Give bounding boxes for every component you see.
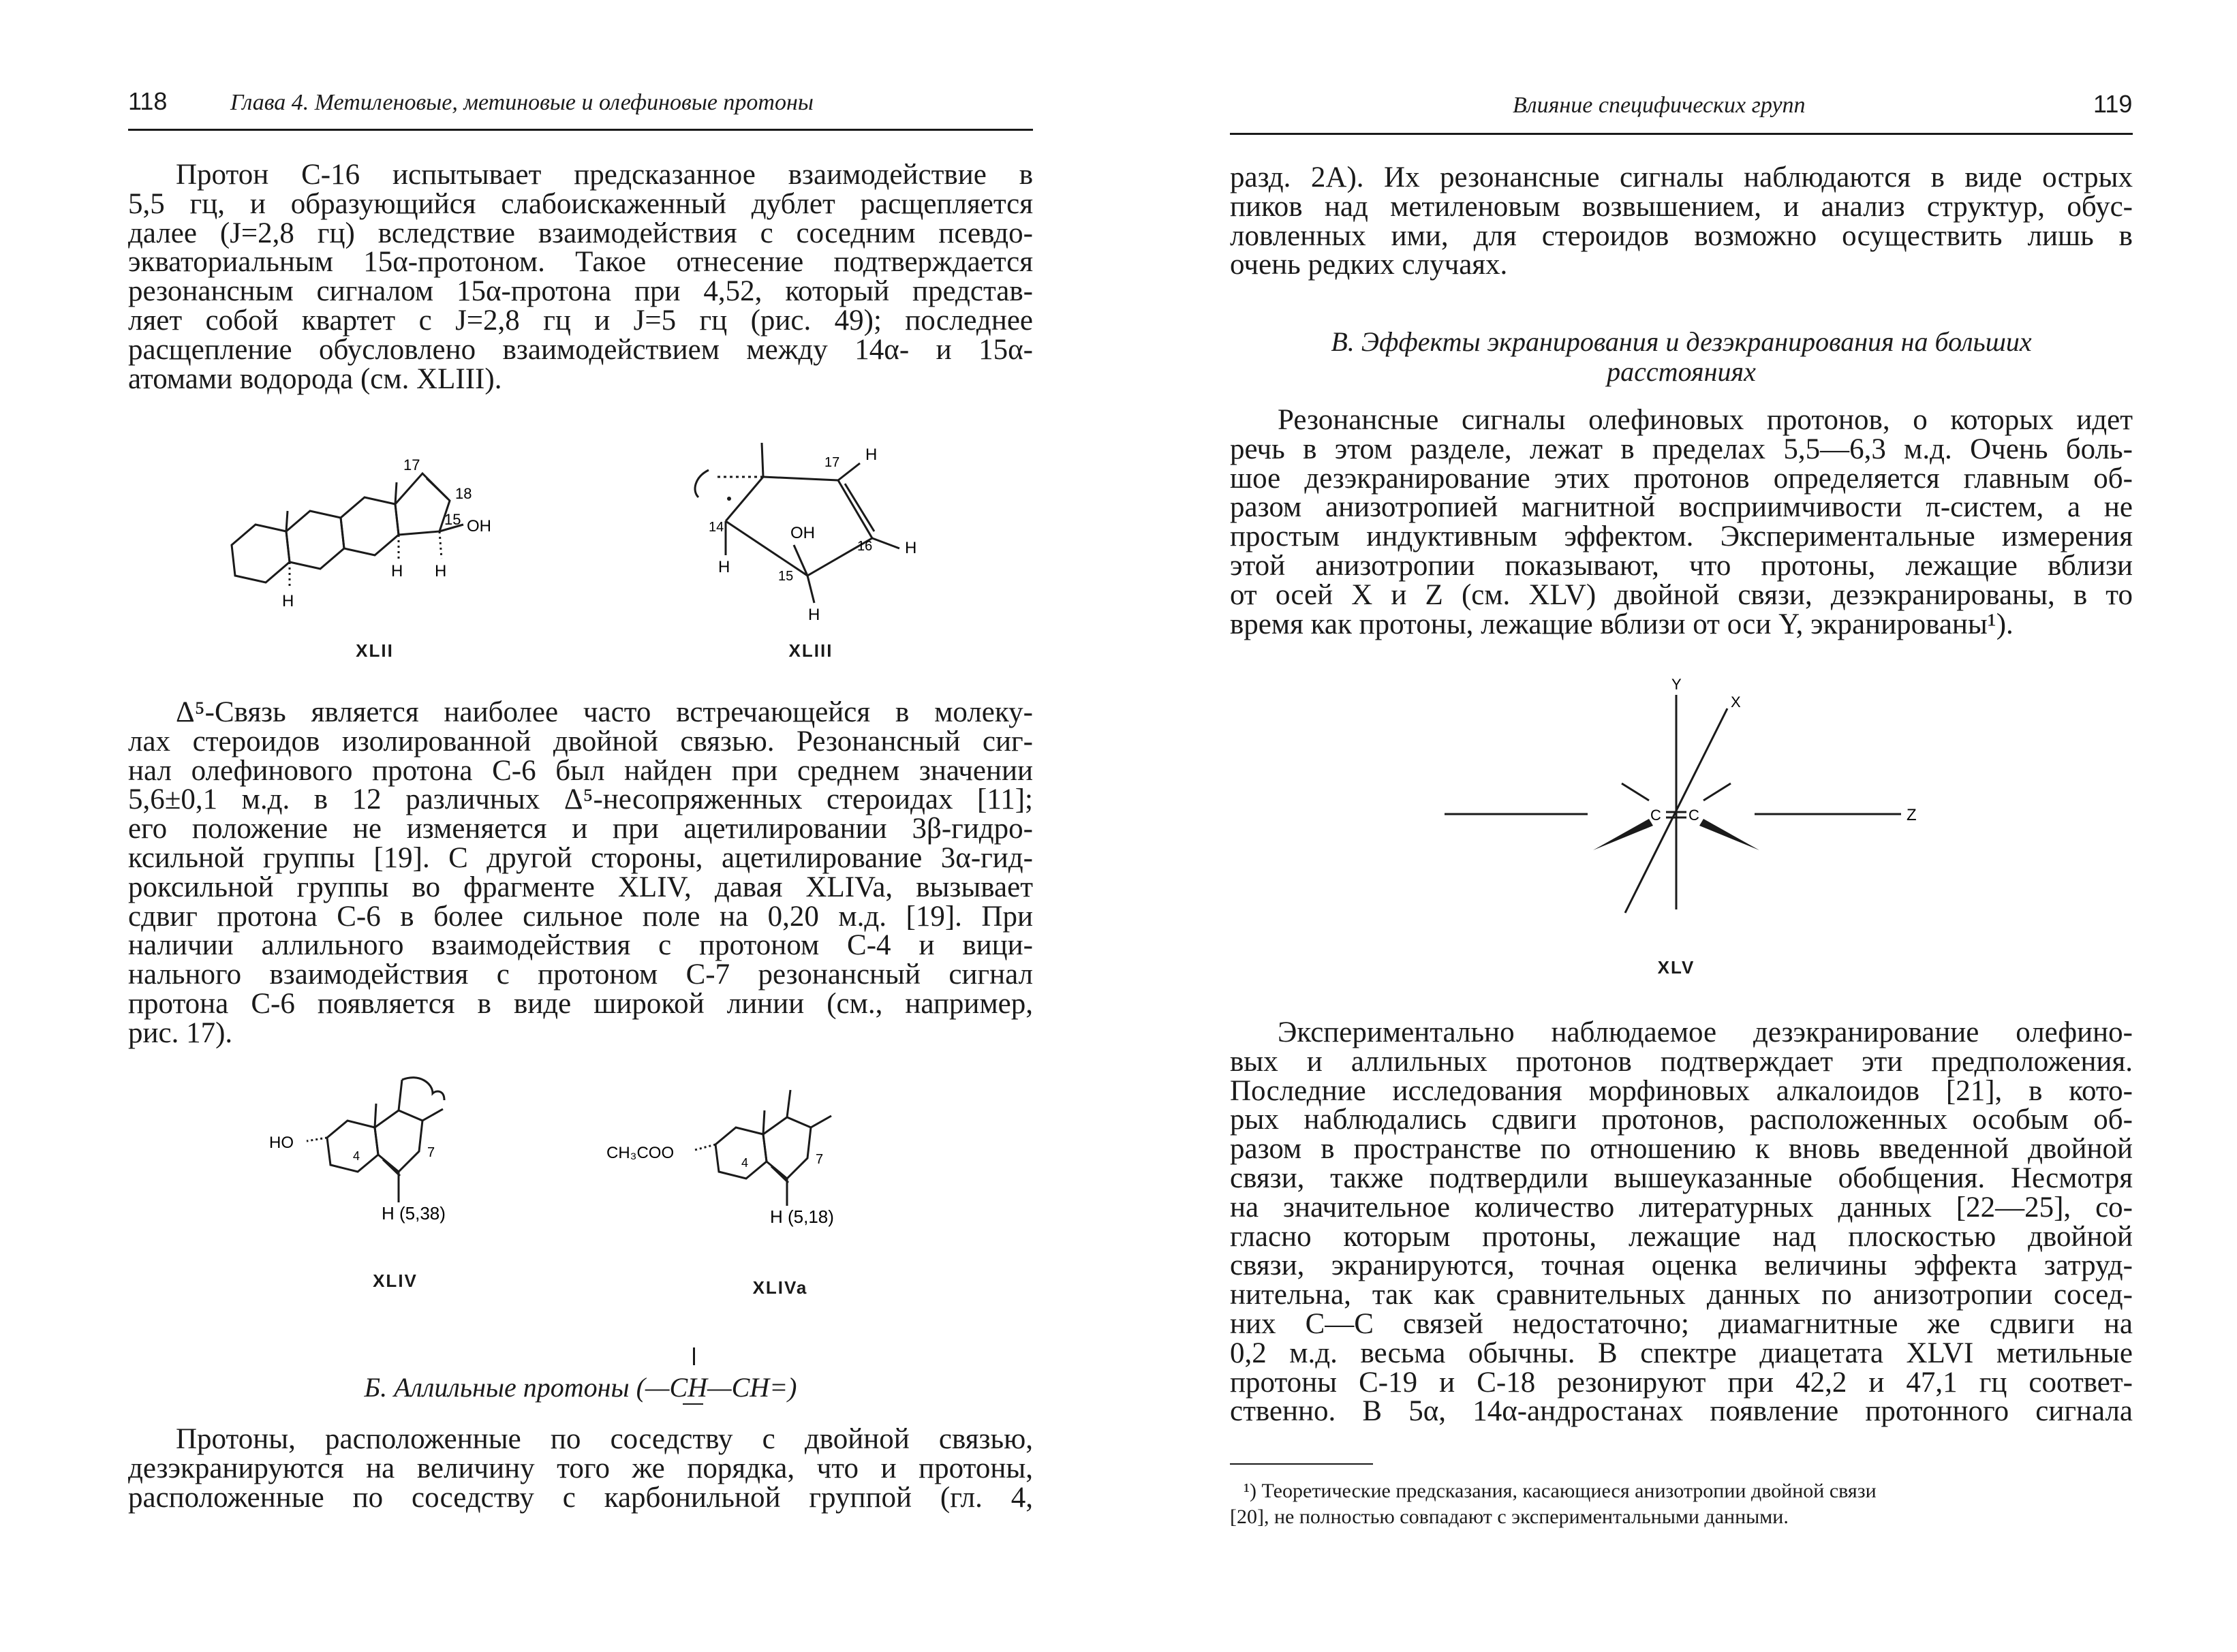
axis-label: X: [1731, 693, 1741, 711]
atom-label: 7: [816, 1152, 824, 1167]
atom-label: H: [905, 539, 917, 557]
atom-label: HO: [269, 1134, 294, 1152]
text-line: Протоны, расположенные по соседству с двойной связью,: [176, 1423, 1033, 1455]
right-page-number: 119: [2093, 90, 2133, 118]
text-line: дезэкранируются на величину того же порядка, что и протоны,: [128, 1452, 1033, 1484]
text-line: 0,2 м.д. весьма обычны. В спектре диацетата XLVI метильные: [1230, 1337, 2133, 1369]
atom-label: H (5,18): [770, 1206, 834, 1227]
atom-label: OH: [467, 517, 491, 535]
footnote: [1230, 1478, 2133, 1530]
section-heading-v: [1230, 327, 2133, 387]
text-line: рис. 17).: [128, 1016, 233, 1049]
text-line: протоны С-19 и С-18 резонируют при 42,2 и 47,1 гц соответ-: [1230, 1366, 2133, 1399]
atom-label: 18: [455, 485, 472, 502]
figure-label-xliii: XLIII: [788, 640, 833, 661]
figure-label-xliva: XLIVa: [752, 1277, 808, 1298]
text-line: разом в пространстве по отношению к вновь введенной двойной: [1230, 1133, 2133, 1166]
bond-underline: [683, 1403, 703, 1405]
text-line: его положение не изменяется и при ацетилировании 3β-гидро-: [128, 813, 1033, 845]
text-line: 5,5 гц, и образующийся слабоискаженный дублет расщепляется: [128, 187, 1033, 220]
atom-label: 14: [709, 520, 724, 535]
text-line: нального взаимодействия с протоном С-7 резонансный сигнал: [128, 959, 1033, 991]
text-line: сдвиг протона С-6 в более сильное поле на 0,20 м.д. [19]. При: [128, 900, 1033, 933]
right-paragraph-1: [1230, 163, 2133, 280]
atom-label: 4: [741, 1156, 749, 1170]
footnote-rule: [1230, 1463, 1373, 1465]
section-heading-b: Б. Аллильные протоны (—CH—CH=): [364, 1372, 797, 1403]
atom-label: H: [435, 562, 447, 580]
text-line: Последние исследования морфиновых алкалоидов [21], в кото-: [1230, 1074, 2133, 1107]
left-header-rule: [128, 129, 1033, 131]
atom-label: H (5,38): [382, 1203, 446, 1224]
right-paragraph-3: [1230, 1018, 2133, 1427]
right-paragraph-2: [1230, 406, 2133, 639]
text-line: экваториальным 15α-протоном. Такое отнесение подтверждается: [128, 246, 1033, 279]
text-line: простым индуктивным эффектом. Экспериментальные измерения: [1230, 520, 2133, 553]
right-running-head: Влияние специфических групп: [1513, 93, 1806, 118]
text-line: пиков над метиленовым возвышением, и анализ структур, обус-: [1230, 190, 2133, 223]
text-line: расщепление обусловлено взаимодействием между 14α- и 15α-: [128, 333, 1033, 366]
atom-label: 7: [427, 1145, 435, 1160]
text-line: резонансным сигналом 15α-протона при 4,52, который представ-: [128, 275, 1033, 308]
text-line: вых и аллильных протонов подтверждает эти предположения.: [1230, 1045, 2133, 1078]
text-line: Δ⁵-Связь является наиболее часто встречающейся в молеку-: [176, 696, 1033, 728]
atom-label: C: [1650, 807, 1661, 824]
footnote-line: [20], не полностью совпадают с экспериментальными данными.: [1230, 1506, 1789, 1528]
left-paragraph-1: [128, 161, 1033, 394]
left-page-number: 118: [128, 87, 168, 115]
atom-label: 17: [403, 456, 420, 473]
text-line: на значительное количество литературных данных [22—25], со-: [1230, 1191, 2133, 1224]
figure-label-xlv: XLV: [1657, 957, 1695, 978]
atom-label: 15: [444, 511, 461, 528]
text-line: ловленных ими, для стероидов возможно осуществить лишь в: [1230, 219, 2133, 252]
atom-label: 4: [353, 1149, 360, 1163]
atom-label: CH₃COO: [606, 1144, 675, 1162]
text-line: наличии аллильного взаимодействия с протоном С-4 и вици-: [128, 929, 1033, 962]
left-paragraph-2: [128, 698, 1033, 1048]
atom-label: C: [1688, 807, 1699, 824]
left-running-head: Глава 4. Метиленовые, метиновые и олефиновые протоны: [230, 90, 814, 115]
text-line: время как протоны, лежащие вблизи от оси Y, экранированы¹).: [1230, 608, 2014, 640]
text-line: ксильной группы [19]. С другой стороны, ацетилирование 3α-гид-: [128, 841, 1033, 874]
atom-label: H: [808, 606, 820, 624]
figure-label-xliv: XLIV: [373, 1271, 418, 1291]
text-line: ственно. В 5α, 14α-андростанах появление протонного сигнала: [1230, 1395, 2133, 1428]
right-header-rule: [1230, 133, 2133, 135]
atom-label: H: [391, 562, 403, 580]
footnote-line: ¹) Теоретические предсказания, касающиеся анизотропии двойной связи: [1244, 1480, 1877, 1502]
text-line: нительна, так как сравнительных данных по анизотропии сосед-: [1230, 1279, 2133, 1311]
structure-xliii: [675, 429, 947, 634]
axis-label: Y: [1671, 676, 1682, 693]
text-line: связи, экранируются, точная оценка величины эффекта затруд-: [1230, 1249, 2133, 1282]
text-line: речь в этом разделе, лежат в пределах 5,5—6,3 м.д. Очень боль-: [1230, 433, 2133, 465]
structure-xliva: [606, 1070, 865, 1260]
atom-label: H: [718, 558, 730, 576]
text-line: ляет собой квартет с J=2,8 гц и J=5 гц (рис. 49); последнее: [128, 304, 1033, 337]
atom-label: H: [282, 592, 294, 610]
atom-label: 17: [824, 455, 840, 470]
text-line: Резонансные сигналы олефиновых протонов, о которых идет: [1278, 404, 2133, 436]
structure-xlii: [225, 422, 552, 668]
section-heading-line: расстояниях: [1607, 356, 1756, 387]
text-line: нал олефинового протона С-6 был найден при среднем значении: [128, 754, 1033, 787]
text-line: лах стероидов изолированной двойной связью. Резонансный сиг-: [128, 725, 1033, 758]
text-line: роксильной группы во фрагменте XLIV, давая XLIVa, вызывает: [128, 871, 1033, 903]
diagram-xlv: [1431, 674, 1949, 933]
section-heading-line: В. Эффекты экранирования и дезэкранирования на больших: [1331, 326, 2032, 357]
atom-label: 16: [857, 539, 873, 554]
atom-label: H: [865, 446, 878, 464]
text-line: Протон С-16 испытывает предсказанное взаимодействие в: [176, 159, 1033, 191]
text-line: от осей X и Z (см. XLV) двойной связи, дезэкранированы, в то: [1230, 578, 2133, 611]
text-line: очень редких случаях.: [1230, 249, 1508, 281]
text-line: этой анизотропии показывают, что протоны, лежащие вблизи: [1230, 549, 2133, 582]
text-line: далее (J=2,8 гц) вследствие взаимодействия с соседним псевдо-: [128, 217, 1033, 249]
axis-label: Z: [1907, 806, 1917, 824]
text-line: Экспериментально наблюдаемое дезэкранирование олефино-: [1278, 1016, 2133, 1048]
atom-label: 15: [778, 569, 794, 584]
text-line: 5,6±0,1 м.д. в 12 различных Δ⁵-несопряженных стероидах [11];: [128, 783, 1033, 816]
text-line: расположенные по соседству с карбонильной группой (гл. 4,: [128, 1481, 1033, 1514]
atom-label: OH: [790, 524, 815, 542]
left-paragraph-3: [128, 1425, 1033, 1512]
text-line: атомами водорода (см. XLIII).: [128, 362, 502, 395]
text-line: них С—С связей недостаточно; диамагнитные же сдвиги на: [1230, 1307, 2133, 1340]
figure-label-xlii: XLII: [356, 640, 394, 661]
text-line: связи, также подтвердили вышеуказанные обобщения. Несмотря: [1230, 1162, 2133, 1194]
vertical-bond-mark: [693, 1347, 695, 1365]
structure-xliv: [266, 1063, 511, 1253]
text-line: разом анизотропией магнитной восприимчивости π-систем, а не: [1230, 491, 2133, 524]
text-line: протона С-6 появляется в виде широкой линии (см., например,: [128, 987, 1033, 1020]
text-line: шое дезэкранирование этих протонов определяется главным об-: [1230, 462, 2133, 495]
text-line: разд. 2А). Их резонансные сигналы наблюдаются в виде острых: [1230, 161, 2133, 193]
text-line: гласно которым протоны, лежащие над плоскостью двойной: [1230, 1220, 2133, 1253]
text-line: рых наблюдались сдвиги протонов, расположенных особым об-: [1230, 1104, 2133, 1136]
